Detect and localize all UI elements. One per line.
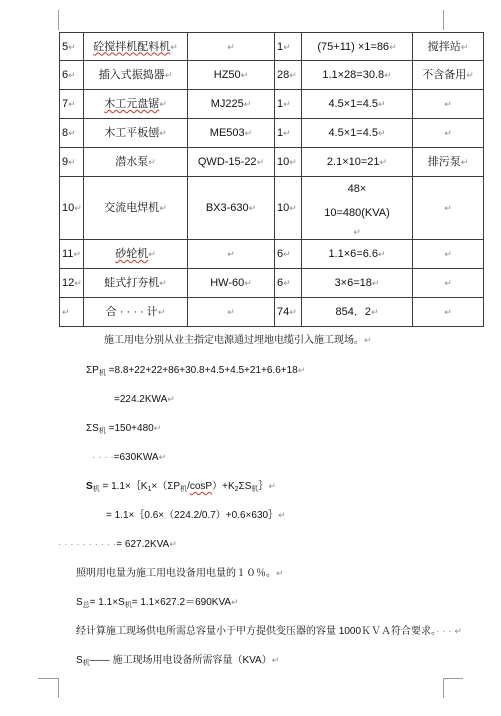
sum-s-formula: $\Sigma S_机$ =150+480↵ bbox=[86, 423, 162, 435]
row-number-cell: 10↵ bbox=[60, 177, 84, 240]
note-cell: ↵ bbox=[413, 269, 484, 298]
quantity-cell: 1↵ bbox=[275, 119, 302, 148]
power-calc-cell: 3×6=18↵ bbox=[302, 269, 413, 298]
note-cell: ↵ bbox=[413, 119, 484, 148]
crop-mark-top-right-v bbox=[443, 10, 444, 30]
note-cell: ↵ bbox=[413, 298, 484, 327]
equipment-name-cell: 木工平板刨↵ bbox=[84, 119, 188, 148]
row-number-cell: 12↵ bbox=[60, 269, 84, 298]
quantity-cell: 6↵ bbox=[275, 240, 302, 269]
note-cell: 排污泵↵ bbox=[413, 148, 484, 177]
quantity-cell: 10↵ bbox=[275, 177, 302, 240]
table-row bbox=[60, 33, 484, 61]
crop-mark-top-left-v bbox=[58, 10, 59, 30]
s-result: · · · · · · · · · ·= 627.2KVA↵ bbox=[58, 539, 177, 550]
s-calculation: = 1.1×｛0.6×（224.2/0.7）+0.6×630｝↵ bbox=[106, 510, 286, 521]
equipment-name-cell: 木工元盘锯↵ bbox=[84, 90, 188, 119]
equipment-name-cell: 砼搅拌机配料机↵ bbox=[84, 33, 188, 61]
sum-p-formula: $\Sigma P_机$ =8.8+22+22+86+30.8+4.5+4.5+21+6.6+18↵ bbox=[86, 365, 306, 377]
row-number-cell: 11↵ bbox=[60, 240, 84, 269]
power-calc-cell: 1.1×6=6.6↵ bbox=[302, 240, 413, 269]
lighting-note: 照明用电量为施工用电设备用电量的１０％。↵ bbox=[76, 568, 284, 579]
model-cell: ↵ bbox=[188, 240, 275, 269]
note-cell: ↵ bbox=[413, 90, 484, 119]
note-cell: ↵ bbox=[413, 240, 484, 269]
equipment-name-cell: 交流电焊机↵ bbox=[84, 177, 188, 240]
model-cell: ↵ bbox=[188, 298, 275, 327]
model-cell: ↵ bbox=[188, 33, 275, 61]
quantity-cell: 6↵ bbox=[275, 269, 302, 298]
note-cell: 搅拌站↵ bbox=[413, 33, 484, 61]
power-calc-cell: 4.5×1=4.5↵ bbox=[302, 90, 413, 119]
model-cell: HW-60↵ bbox=[188, 269, 275, 298]
table-row bbox=[60, 269, 484, 298]
table-row bbox=[60, 119, 484, 148]
table-row bbox=[60, 298, 484, 327]
quantity-cell: 1↵ bbox=[275, 33, 302, 61]
conclusion-paragraph: 经计算施工现场供电所需总容量小于甲方提供变压器的容量 1000ＫＶＡ符合要求。· · · ↵ bbox=[76, 626, 462, 637]
model-cell: MJ225↵ bbox=[188, 90, 275, 119]
equipment-name-cell: 砂轮机↵ bbox=[84, 240, 188, 269]
quantity-cell: 10↵ bbox=[275, 148, 302, 177]
row-number-cell: 7↵ bbox=[60, 90, 84, 119]
equipment-name-cell: 合 · · · · 计↵ bbox=[84, 298, 188, 327]
crop-mark-bottom-right-h bbox=[443, 678, 463, 679]
crop-mark-bottom-right-v bbox=[443, 678, 444, 698]
row-number-cell: 5↵ bbox=[60, 33, 84, 61]
note-cell: ↵ bbox=[413, 177, 484, 240]
row-number-cell: ↵ bbox=[60, 298, 84, 327]
quantity-cell: 28↵ bbox=[275, 61, 302, 90]
definition-line: $S_机——$ 施工现场用电设备所需容量（KVA）↵ bbox=[76, 655, 280, 667]
table-row bbox=[60, 240, 484, 269]
model-cell: HZ50↵ bbox=[188, 61, 275, 90]
s-total-formula: $S_总= 1.1\times S_机=$ 1.1×627.2＝690KVA↵ bbox=[76, 597, 239, 609]
row-number-cell: 8↵ bbox=[60, 119, 84, 148]
quantity-cell: 74↵ bbox=[275, 298, 302, 327]
table-row bbox=[60, 61, 484, 90]
power-calc-cell: 854．2↵ bbox=[302, 298, 413, 327]
table-row bbox=[60, 177, 484, 240]
table-row bbox=[60, 148, 484, 177]
model-cell: QWD-15-22↵ bbox=[188, 148, 275, 177]
equipment-name-cell: 潜水泵↵ bbox=[84, 148, 188, 177]
sum-p-result: =224.2KWA↵ bbox=[114, 394, 175, 405]
row-number-cell: 9↵ bbox=[60, 148, 84, 177]
equipment-name-cell: 蛙式打夯机↵ bbox=[84, 269, 188, 298]
model-cell: BX3-630↵ bbox=[188, 177, 275, 240]
crop-mark-bottom-left-v bbox=[58, 678, 59, 698]
row-number-cell: 6↵ bbox=[60, 61, 84, 90]
sum-s-result: · · · ·=630KWA↵ bbox=[92, 452, 167, 463]
power-calc-cell: 4.5×1=4.5↵ bbox=[302, 119, 413, 148]
quantity-cell: 1↵ bbox=[275, 90, 302, 119]
intro-paragraph: 施工用电分别从业主指定电源通过埋地电缆引入施工现场。↵ bbox=[104, 335, 372, 346]
crop-mark-bottom-left-h bbox=[38, 678, 58, 679]
power-calc-cell: (75+11) ×1=86↵ bbox=[302, 33, 413, 61]
power-calc-cell: 2.1×10=21↵ bbox=[302, 148, 413, 177]
model-cell: ME503↵ bbox=[188, 119, 275, 148]
note-cell: 不含备用↵ bbox=[413, 61, 484, 90]
equipment-table bbox=[59, 32, 484, 327]
equipment-name-cell: 插入式振捣器↵ bbox=[84, 61, 188, 90]
table-row bbox=[60, 90, 484, 119]
power-calc-cell: 48× 10=480(KVA) ↵ bbox=[302, 177, 413, 240]
power-calc-cell: 1.1×28=30.8↵ bbox=[302, 61, 413, 90]
s-formula: $S_机$ = $1.1\times\{K_1\times(\Sigma P_机/\cos P)+K_2\Sigma S_机\}↵$ bbox=[86, 481, 276, 493]
